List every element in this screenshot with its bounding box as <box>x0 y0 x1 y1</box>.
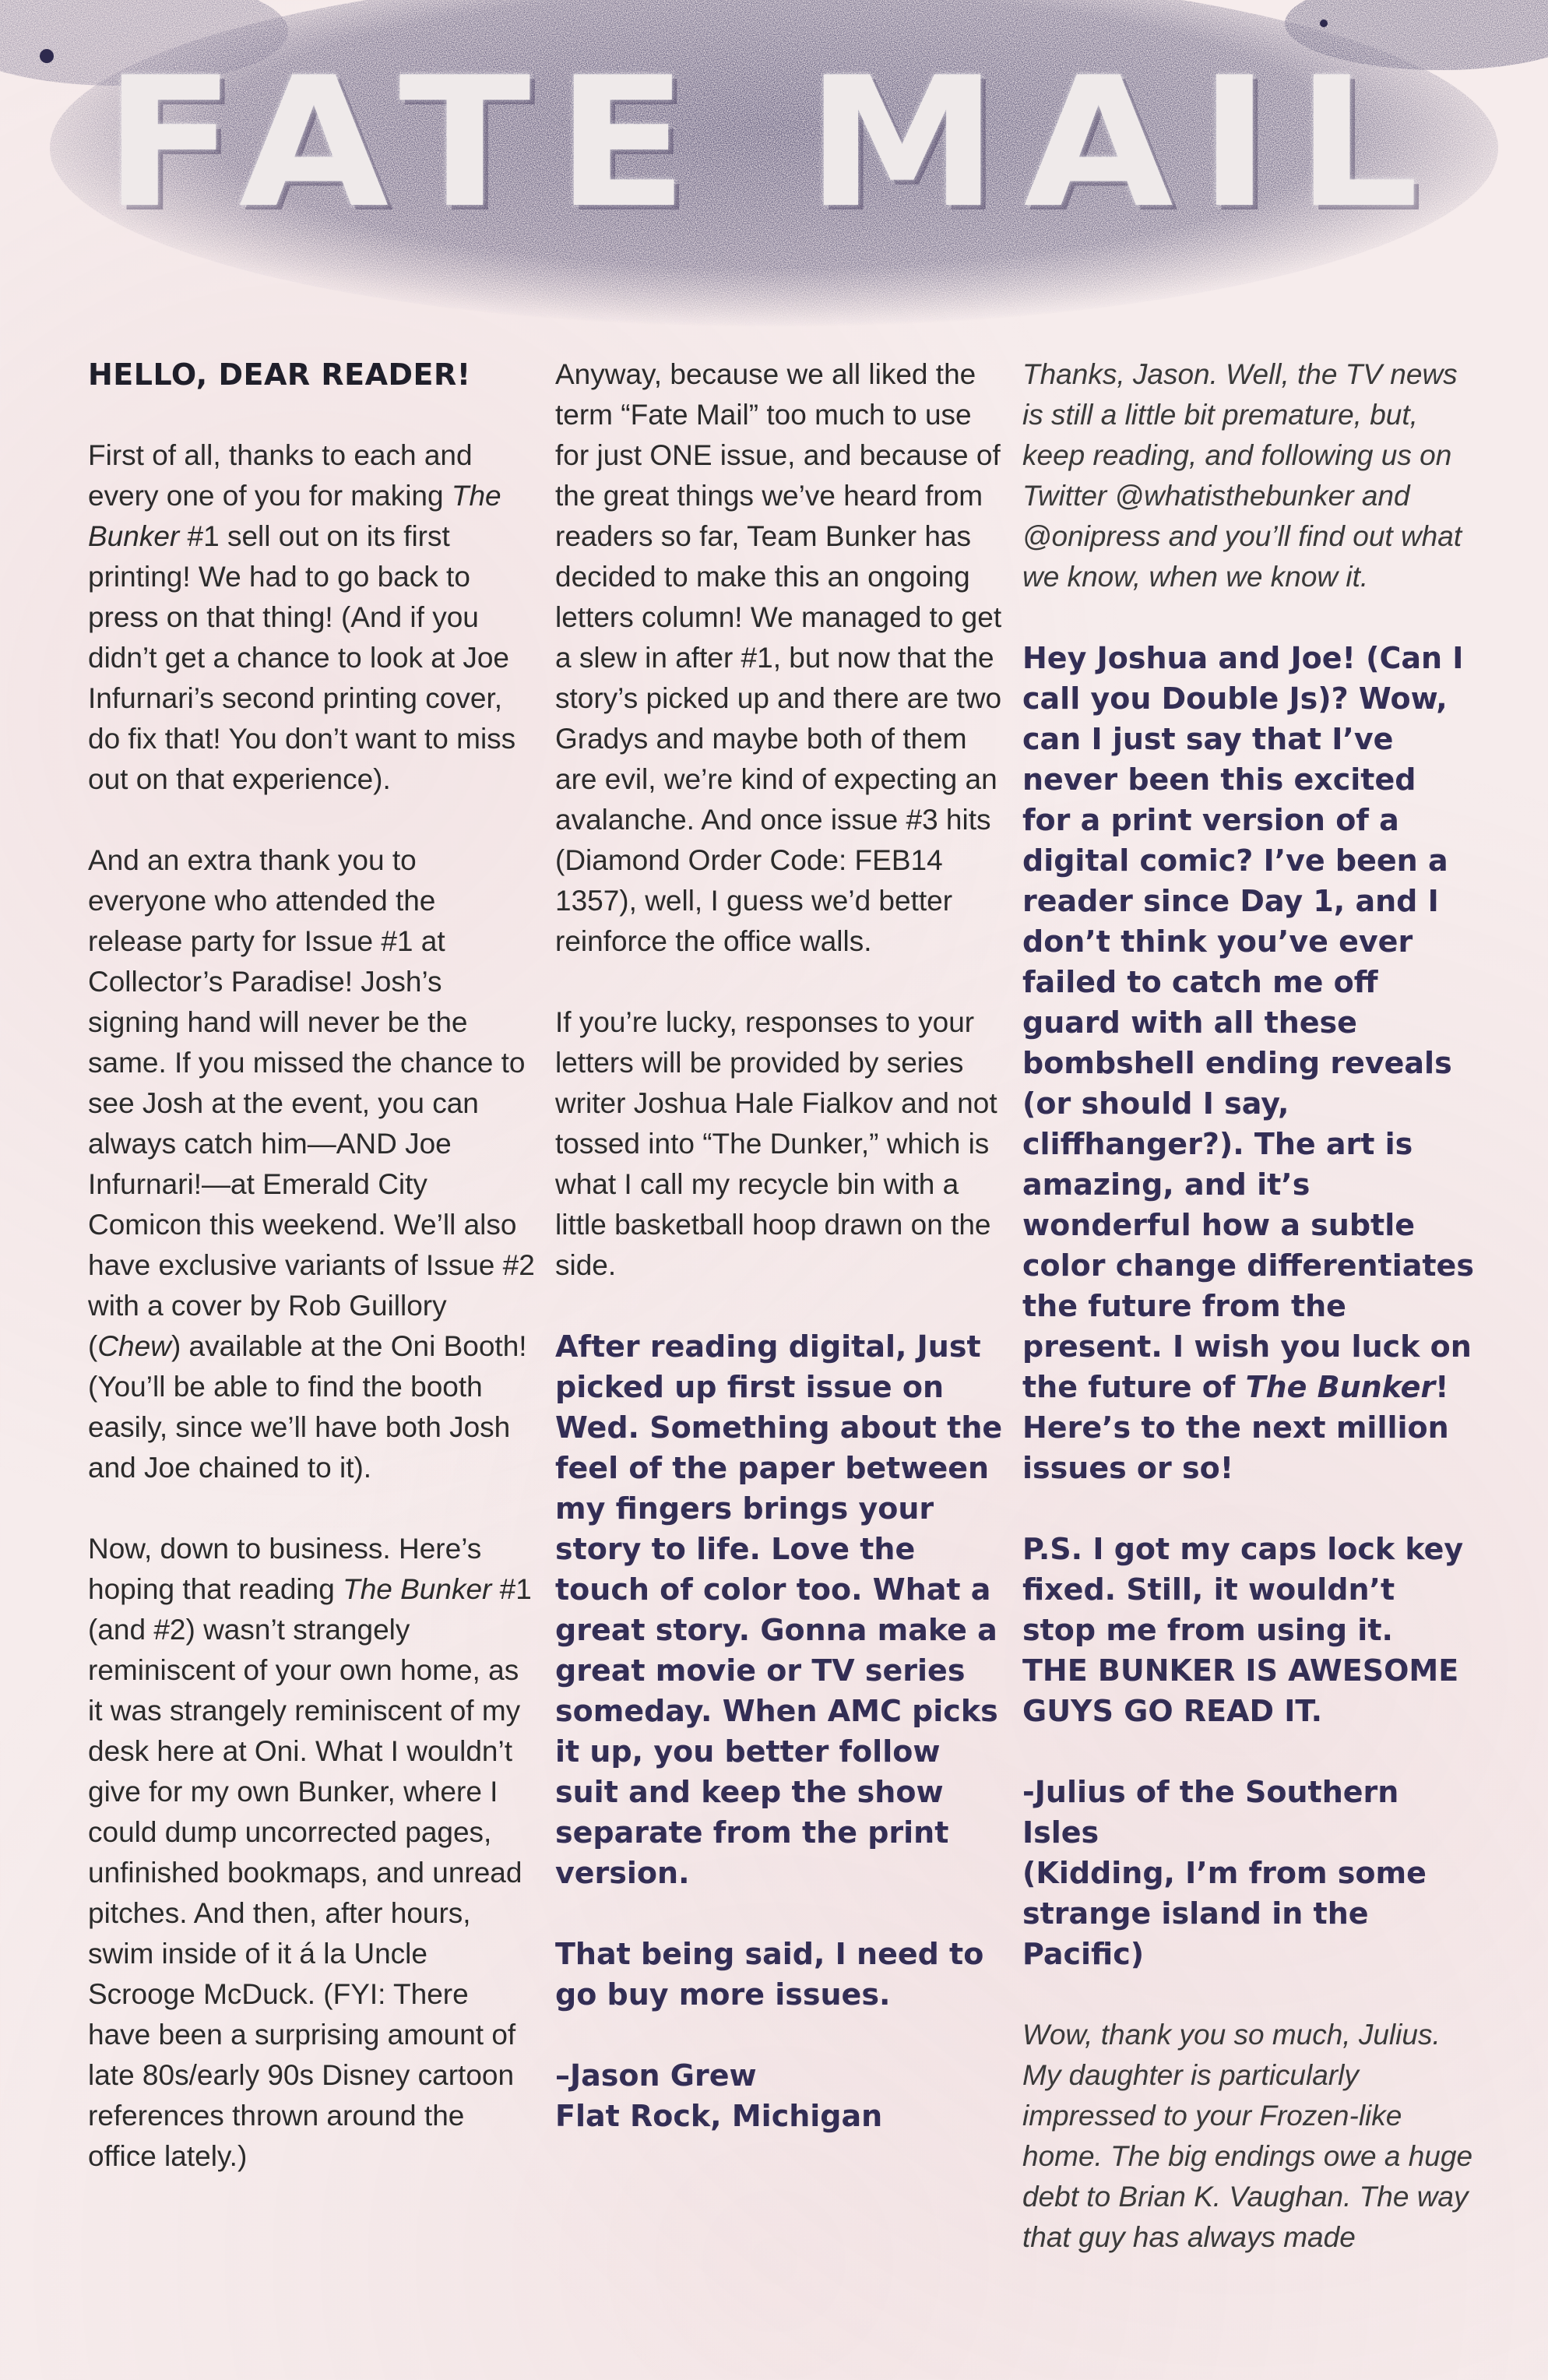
editor-reply: Wow, thank you so much, Julius. My daughter is particularly impressed to your Frozen-like home. The big endings owe a huge debt to Brian K. Vaughan. The way that guy has always made <box>1022 2019 1473 2253</box>
ongoing-column-paragraph: Anyway, because we all liked the term “Fate Mail” too much to use for just ONE issue, and because of the great things we’ve heard from readers so far, Team Bunker has decided to make this an ongoing letters column! We managed to get a slew in after #1, but now that the story’s picked up and there are two Gradys and maybe both of them are evil, we’re kind of expecting an avalanche. And once issue #3 hits (Diamond Order Code: FEB14 1357), well, I guess we’d better reinforce the office walls. <box>555 358 1002 957</box>
reader-letter-julius: Hey Joshua and Joe! (Can I call you Double Js)? Wow, can I just say that I’ve never been this excited for a print version of a digital comic? I’ve been a reader since Day 1, and I don’t think you’ve ever failed to catch me off guard with all these bombshell ending reveals (or should I say, cliffhanger?). The art is amazing, and it’s wonderful how a subtle color change differentiates the future from the present. I wish you luck on the future of The Bunker! Here’s to the next million issues or so! <box>1022 641 1474 1485</box>
intro-paragraph: First of all, thanks to each and every one of you for making The Bunker #1 sell out on its first printing! We had to go back to press on that thing! (And if you didn’t get a chance to look at Joe Infurnari’s second printing cover, do fix that! You don’t want to miss out on that experience). <box>88 439 516 795</box>
signature-place: Flat Rock, Michigan <box>555 2099 883 2133</box>
business-paragraph: Now, down to business. Here’s hoping that reading The Bunker #1 (and #2) wasn’t strangely reminiscent of your own home, as it was strangely reminiscent of my desk here at Oni. What I wouldn’t give for my own Bunker, where I could dump uncorrected pages, unfinished bookmaps, and unread pitches. And then, after hours, swim inside of it á la Uncle Scrooge McDuck. (FYI: There have been a surprising amount of late 80s/early 90s Disney cartoon references thrown around the office lately.) <box>88 1533 532 2172</box>
page-title: FATE MAIL <box>104 40 1444 248</box>
letter-signature <box>555 2055 1003 2136</box>
column-right <box>1022 354 1474 2298</box>
column-middle <box>555 354 1003 2136</box>
signature-name: -Julius of the Southern Isles <box>1022 1775 1399 1850</box>
editor-reply: Thanks, Jason. Well, the TV news is still a little bit premature, but, keep reading, and following us on Twitter @whatisthebunker and @onipress and you’ll find out what we know, when we know it. <box>1022 358 1462 593</box>
column-left <box>88 354 536 2217</box>
reader-letter-jason: After reading digital, Just picked up first issue on Wed. Something about the feel of the paper between my fingers brings your story to life. Love the touch of color too. What a great story. Gonna make a great movie or TV series someday. When AMC picks it up, you better follow suit and keep the show separate from the print version. <box>555 1329 1003 1890</box>
reader-letter-jason-closing: That being said, I need to go buy more issues. <box>555 1937 984 2012</box>
section-heading: HELLO, DEAR READER! <box>88 357 471 392</box>
signature-note: (Kidding, I’m from some strange island in the Pacific) <box>1022 1856 1427 1971</box>
postscript-caps: THE BUNKER IS AWESOME GUYS GO READ IT. <box>1022 1653 1459 1728</box>
responses-paragraph: If you’re lucky, responses to your letters will be provided by series writer Joshua Hale Fialkov and not tossed into “The Dunker,” which is what I call my recycle bin with a little basketball hoop drawn on the side. <box>555 1006 997 1281</box>
header-banner <box>0 0 1548 343</box>
postscript-text: P.S. I got my caps lock key fixed. Still, it wouldn’t stop me from using it. <box>1022 1532 1464 1647</box>
signature-name: –Jason Grew <box>555 2058 757 2093</box>
letter-signature <box>1022 1772 1474 1974</box>
thanks-paragraph: And an extra thank you to everyone who attended the release party for Issue #1 at Collector’s Paradise! Josh’s signing hand will never be the same. If you missed the chance to see Josh at the event, you can always catch him—AND Joe Infurnari!—at Emerald City Comicon this weekend. We’ll also have exclusive variants of Issue #2 with a cover by Rob Guillory (Chew) available at the Oni Booth! (You’ll be able to find the booth easily, since we’ll have both Josh and Joe chained to it). <box>88 844 535 1484</box>
letter-postscript <box>1022 1529 1474 1731</box>
